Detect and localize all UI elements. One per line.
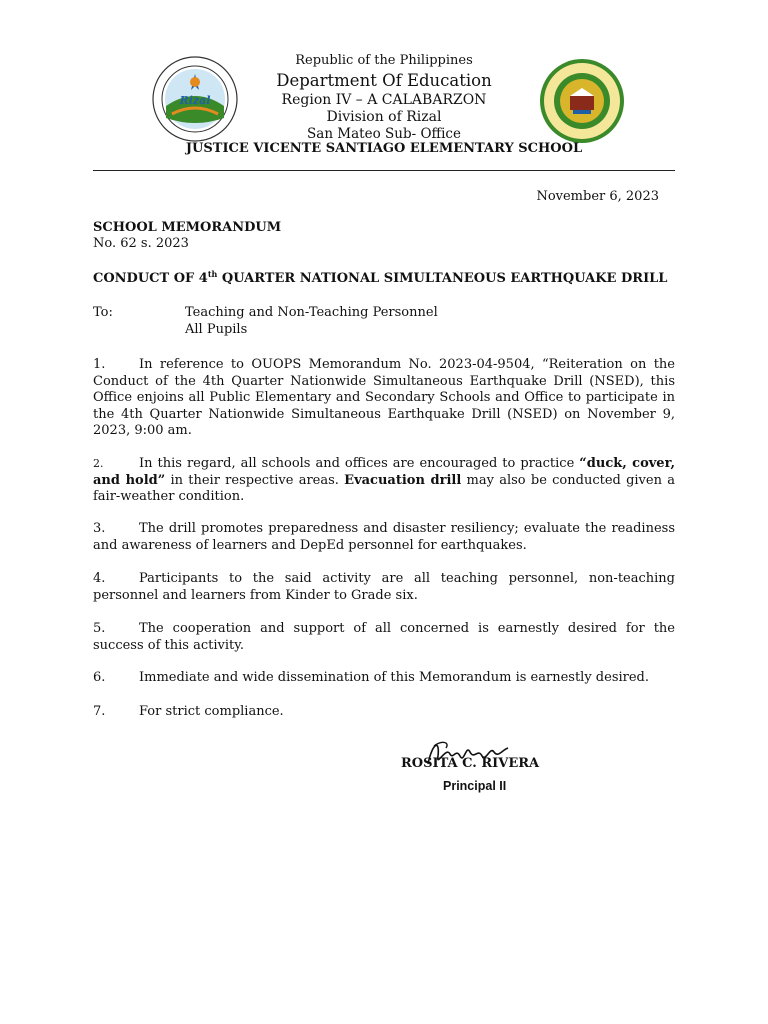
- paragraph-text: In this regard, all schools and offices are encouraged to practice: [139, 456, 580, 471]
- republic-heading: Republic of the Philippines: [295, 53, 473, 68]
- signatory-name: ROSITA C. RIVERA: [401, 756, 540, 771]
- paragraph-text: Immediate and wide dissemination of this Memorandum is earnestly desired.: [139, 670, 650, 685]
- recipient-line: Teaching and Non-Teaching Personnel: [185, 305, 438, 320]
- memo-subject: [93, 269, 667, 286]
- paragraph-4: [93, 571, 675, 604]
- memo-date: November 6, 2023: [536, 189, 659, 204]
- subject-part: QUARTER NATIONAL SIMULTANEOUS EARTHQUAKE DRILL: [217, 271, 668, 286]
- header-divider: [93, 170, 675, 171]
- region-heading: Region IV – A CALABARZON: [281, 92, 487, 108]
- svg-text:Rizal: Rizal: [179, 94, 211, 107]
- paragraph-number: 5.: [93, 621, 106, 636]
- paragraph-text: Participants to the said activity are all teaching personnel, non-teaching personnel and learners from Kinder to Grade six.: [93, 571, 675, 603]
- paragraph-text: The drill promotes preparedness and disaster resiliency; evaluate the readiness and awareness of learners and DepEd personnel for earthquakes.: [93, 521, 675, 553]
- memo-title: SCHOOL MEMORANDUM: [93, 220, 282, 235]
- paragraph-6: [93, 670, 675, 687]
- paragraph-3: [93, 521, 675, 554]
- paragraph-text: may also be conducted given a fair-weather condition.: [93, 472, 675, 504]
- paragraph-text: The cooperation and support of all concerned is earnestly desired for the success of this activity.: [93, 621, 675, 653]
- paragraph-5: [93, 621, 675, 654]
- memo-number: No. 62 s. 2023: [93, 236, 189, 251]
- paragraph-number: 1.: [93, 357, 106, 372]
- paragraph-1: [93, 357, 675, 440]
- to-label: To:: [93, 305, 113, 320]
- paragraph-emphasis: Evacuation drill: [344, 472, 462, 488]
- school-name: JUSTICE VICENTE SANTIAGO ELEMENTARY SCHOOL: [185, 141, 583, 156]
- division-heading: Division of Rizal: [326, 109, 442, 125]
- paragraph-number: 3.: [93, 521, 106, 536]
- sub-office-heading: San Mateo Sub- Office: [307, 126, 461, 142]
- paragraph-7: [93, 704, 675, 721]
- subject-superscript: th: [207, 269, 218, 279]
- paragraph-number: 2.: [93, 457, 104, 470]
- paragraph-number: 7.: [93, 704, 106, 719]
- paragraph-number: 4.: [93, 571, 106, 586]
- paragraph-emphasis: “duck, cover, and hold”: [93, 456, 676, 488]
- paragraph-text: in their respective areas.: [165, 472, 345, 488]
- department-heading: Department Of Education: [276, 71, 492, 90]
- paragraph-text: In reference to OUOPS Memorandum No. 2023-04-9504, “Reiteration on the Conduct of the 4th Quarter Nationwide Simultaneous Earthquake Drill (NSED), this Office enjoins all Public Elementary and Secondary Schools and Office to participate in the 4th Quarter Nationwide Simultaneous Earthquake Drill (NSED) on November 9, 2023, 9:00 am.: [93, 357, 675, 438]
- paragraph-2: [93, 456, 675, 506]
- recipient-line: All Pupils: [185, 322, 248, 337]
- signatory-position: Principal II: [443, 779, 507, 793]
- paragraph-text: For strict compliance.: [139, 704, 284, 719]
- subject-part: CONDUCT OF 4: [93, 271, 208, 286]
- paragraph-number: 6.: [93, 670, 106, 685]
